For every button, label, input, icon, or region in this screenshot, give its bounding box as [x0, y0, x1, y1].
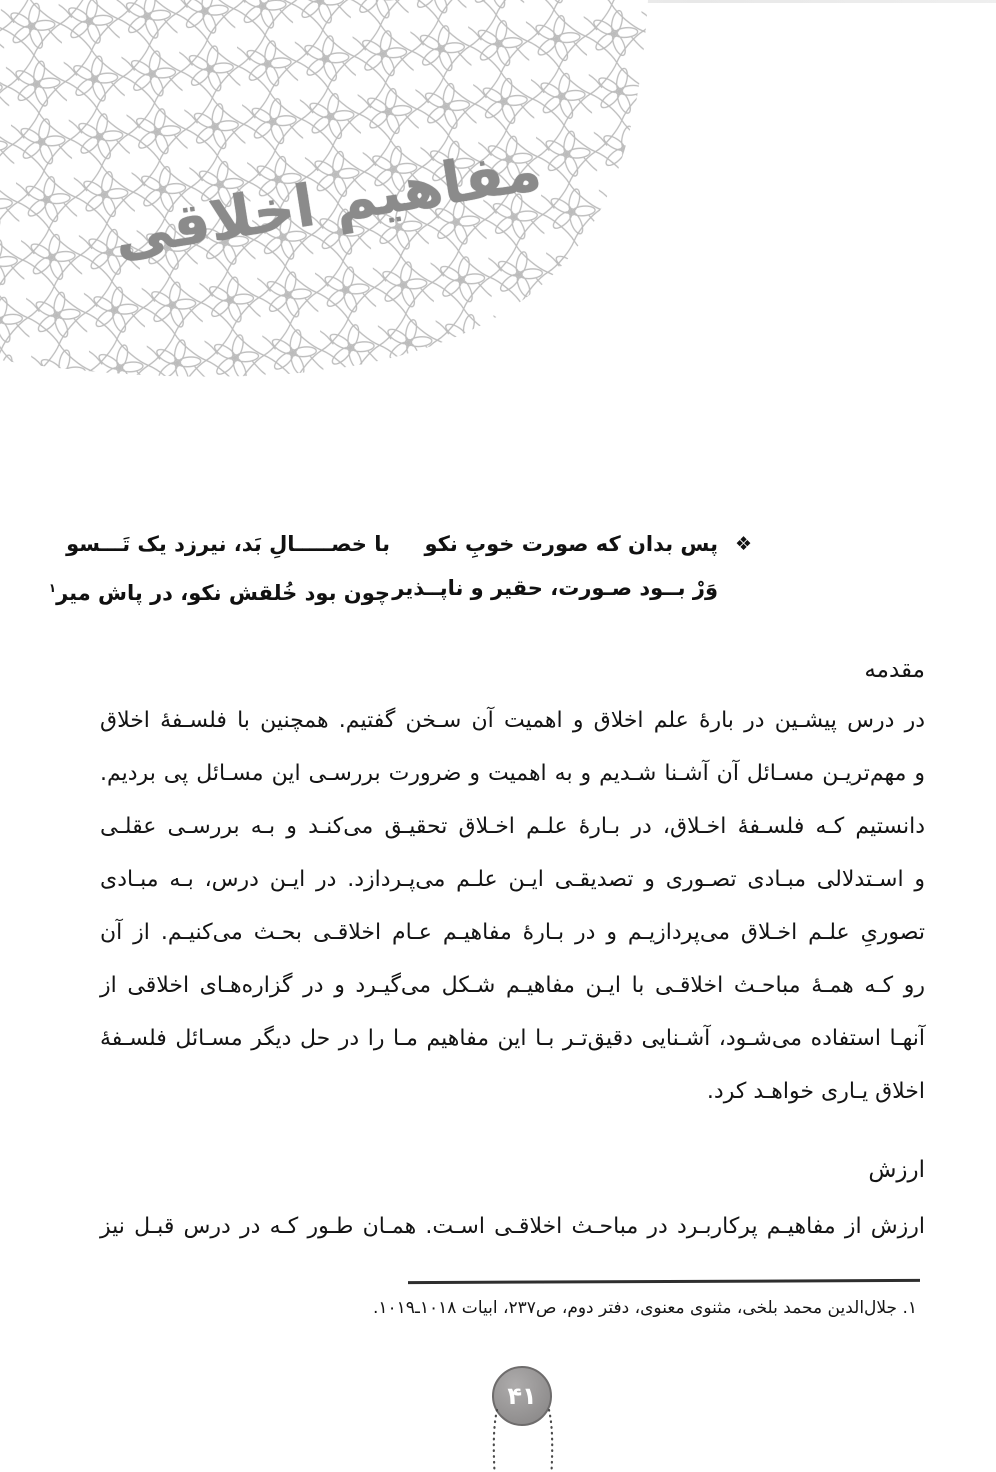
verse-ornament-icon: ❖	[734, 533, 752, 555]
verse1-right-hemistich: پس بدان که صورت خوبِ نکو	[424, 532, 718, 556]
page-number: ۴۱	[507, 1382, 537, 1410]
intro-line: تصوریِ علـم اخـلاق می‌پردازیـم و در بـارهٔ مفاهیـم عـام اخلاقـی بحـث می‌کنیـم. از آن	[100, 920, 925, 945]
intro-line-last: اخلاق یـاری خواهـد کرد.	[706, 1079, 925, 1104]
page-badge-ribbon	[478, 1406, 568, 1472]
intro-line: در درس پیشـین در بارهٔ علم اخلاق و اهمیت آن سـخن گفتیم. همچنین با فلسـفهٔ اخلاق	[100, 708, 925, 733]
poem-block	[48, 522, 752, 610]
verse2-left-hemistich	[48, 566, 390, 610]
verse1-left-hemistich: با خصـــــالِ بَد، نیرزد یک تَـــسو	[66, 532, 390, 556]
intro-line: آنهـا استفاده می‌شـود، آشـنایی دقیق‌تـر بـا این مفاهیم مـا را در حل دیگر مسـائل فلسـفهٔ	[100, 1026, 925, 1051]
section-heading-intro: مقدمه	[864, 657, 925, 683]
verse2-right-hemistich: وَرْ بــود صـورت، حقیر و ناپــذیر	[392, 576, 718, 600]
intro-line: و مهم‌تریـن مسـائل آن آشـنا شـدیم و به اهمیت و ضرورت بررسـی این مسـائل پی بردیم.	[100, 761, 925, 786]
footnote-divider	[408, 1279, 920, 1284]
verse2-left-text: چون بود خُلقش نکو، در پاش میر	[56, 581, 390, 605]
chapter-title: مفاهیم اخلاقی	[109, 135, 546, 270]
value-line: ارزش از مفاهیـم پرکاربـرد در مباحـث اخلاقـی اسـت. همـان طـور کـه در درس قبـل نیز	[100, 1214, 925, 1239]
intro-line: و اسـتدلالی مبـادی تصـوری و تصدیقـی ایـن علـم می‌پـردازد. در ایـن درس، بـه مبـادی	[100, 867, 925, 892]
poem-verse-1	[66, 522, 752, 566]
intro-line: دانستیم کـه فلسـفهٔ اخـلاق، در بـارهٔ علـم اخـلاق تحقیـق می‌کنـد و بـه بررسـی عقلـی	[100, 814, 925, 839]
section-heading-value: ارزش	[868, 1157, 925, 1183]
footnote-reference-mark: ۱	[48, 581, 57, 595]
footnote-text: ۱. جلال‌الدین محمد بلخی، مثنوی معنوی، دفتر دوم، ص۲۳۷، ابیات ۱۰۱۸ـ۱۰۱۹.	[372, 1298, 917, 1318]
intro-line: رو کـه همـهٔ مباحـث اخلاقـی با ایـن مفاهیـم شـکل می‌گیـرد و در گزاره‌هـای اخلاقی از	[100, 973, 925, 998]
poem-verse-2	[48, 566, 718, 610]
